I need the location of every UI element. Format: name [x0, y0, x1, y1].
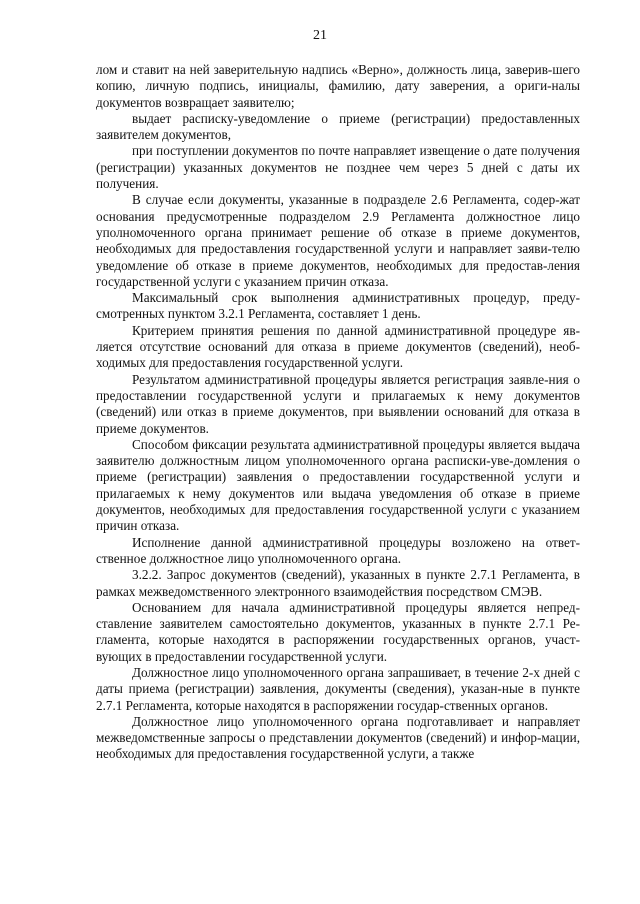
body-text [96, 62, 580, 763]
paragraph: Результатом административной процедуры является регистрация заявле-ния о предоставлении государственной услуги и прилагаемых к нему документов (сведений) или отказ в приеме документов, при выявлении оснований для отказа в приеме документов. [96, 371, 580, 436]
paragraph: Должностное лицо уполномоченного органа запрашивает, в течение 2-х дней с даты приема (регистрации) заявления, документы (сведения), указан-ные в пункте 2.7.1 Регламента, которые находятся в распоряжении государ-ственных органов. [96, 664, 580, 713]
paragraph: В случае если документы, указанные в подразделе 2.6 Регламента, содер-жат основания предусмотренные подразделом 2.9 Регламента должностное лицо уполномоченного органа принимает решение об отказе в приеме документов, необходимых для предоставления государственной услуги и направляет заяви-телю уведомление об отказе в приеме документов, необходимых для предостав-ления государственной услуги с указанием причин отказа. [96, 192, 580, 289]
paragraph: выдает расписку-уведомление о приеме (регистрации) предоставленных заявителем документов, [96, 110, 580, 143]
paragraph: Основанием для начала административной процедуры является непред-ставление заявителем самостоятельно документов, указанных в пункте 2.7.1 Ре-гламента, которые находятся в распоряжении государственных органов, участ-вующих в предоставлении государственной услуги. [96, 599, 580, 664]
paragraph: Исполнение данной административной процедуры возложено на ответ-ственное должностное лицо уполномоченного органа. [96, 534, 580, 566]
section-heading-paragraph: 3.2.2. Запрос документов (сведений), указанных в пункте 2.7.1 Регламента, в рамках межведомственного электронного взаимодействия посредством СМЭВ. [96, 567, 580, 599]
paragraph: лом и ставит на ней заверительную надпись «Верно», должность лица, заверив-шего копию, личную подпись, инициалы, фамилию, дату заверения, а ориги-налы документов возвращает заявителю; [96, 62, 580, 110]
paragraph: при поступлении документов по почте направляет извещение о дате получения (регистрации) указанных документов не позднее чем через 5 дней с даты их получения. [96, 143, 580, 192]
paragraph: Критерием принятия решения по данной административной процедуре яв-ляется отсутствие оснований для отказа в приеме документов (сведений), необ-ходимых для предоставления государственной услуги. [96, 322, 580, 371]
paragraph: Способом фиксации результата административной процедуры является выдача заявителю должностным лицом уполномоченного органа расписки-уве-домления о приеме (регистрации) заявления о предоставлении государственной услуги и прилагаемых к нему документов или выдача уведомления об отказе в приеме документов, необходимых для предоставления государственной услуги с указанием причин отказа. [96, 436, 580, 534]
paragraph: Максимальный срок выполнения административных процедур, преду-смотренных пунктом 3.2.1 Регламента, составляет 1 день. [96, 290, 580, 322]
paragraph: Должностное лицо уполномоченного органа подготавливает и направляет межведомственные запросы о представлении документов (сведений) и инфор-мации, необходимых для предоставления государственной услуги, а также [96, 713, 580, 762]
page-number: 21 [313, 28, 327, 43]
